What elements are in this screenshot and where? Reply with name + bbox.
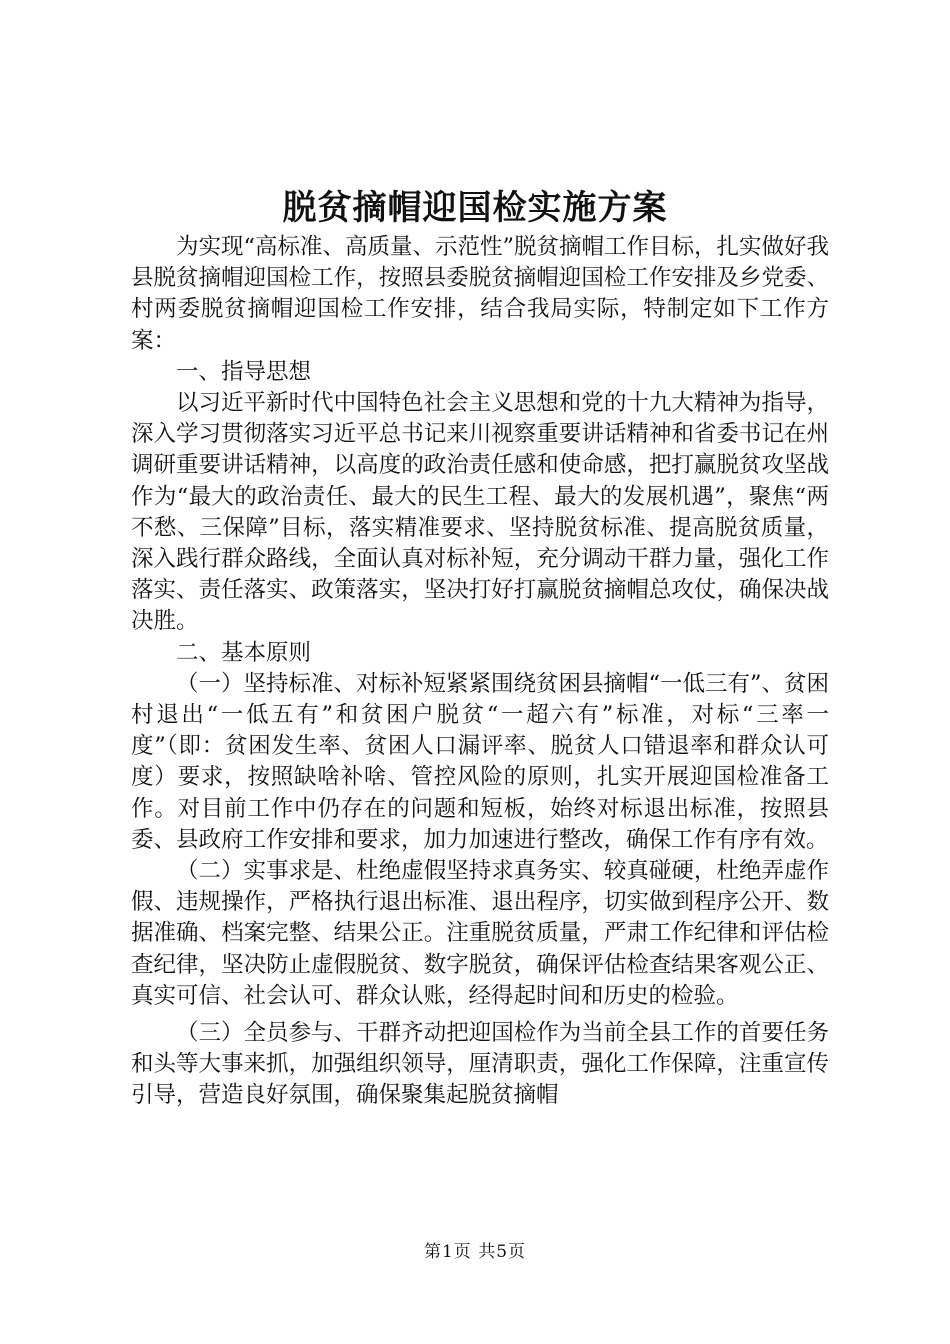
principle-two-paragraph: （二）实事求是、杜绝虚假坚持求真务实、较真碰硬，杜绝弄虚作假、违规操作，严格执行退出标准、退出程序，切实做到程序公开、数据准确、档案完整、结果公正。注重脱贫质量，严肃工作纪律和评估检查纪律，坚决防止虚假脱贫、数字脱贫，确保评估检查结果客观公正、真实可信、社会认可、群众认账，经得起时间和历史的检验。: [131, 858, 829, 1009]
document-title: 脱贫摘帽迎国检实施方案: [282, 188, 668, 228]
section-heading-guiding-ideology: 一、指导思想: [176, 358, 312, 385]
intro-paragraph: 为实现“高标准、高质量、示范性”脱贫摘帽工作目标，扎实做好我县脱贫摘帽迎国检工作，按照县委脱贫摘帽迎国检工作安排及乡党委、村两委脱贫摘帽迎国检工作安排，结合我局实际，特制定如下工作方案：: [131, 234, 830, 354]
section-heading-basic-principles: 二、基本原则: [176, 639, 312, 666]
page-number-footer: 第1页 共5页: [423, 1242, 527, 1262]
principle-three-paragraph: （三）全员参与、干群齐动把迎国检作为当前全县工作的首要任务和头等大事来抓，加强组织领导，厘清职责，强化工作保障，注重宣传引导，营造良好氛围，确保聚集起脱贫摘帽: [131, 1020, 829, 1109]
guiding-ideology-paragraph: 以习近平新时代中国特色社会主义思想和党的十九大精神为指导，深入学习贯彻落实习近平总书记来川视察重要讲话精神和省委书记在州调研重要讲话精神，以高度的政治责任感和使命感，把打赢脱贫攻坚战作为“最大的政治责任、最大的民生工程、最大的发展机遇”，聚焦“两不愁、三保障”目标，落实精准要求、坚持脱贫标准、提高脱贫质量，深入践行群众路线，全面认真对标补短，充分调动干群力量，强化工作落实、责任落实、政策落实，坚决打好打赢脱贫摘帽总攻仗，确保决战决胜。: [131, 390, 829, 635]
document-body: [131, 232, 829, 1112]
principle-one-paragraph: （一）坚持标准、对标补短紧紧围绕贫困县摘帽“一低三有”、贫困村退出“一低五有”和贫困户脱贫“一超六有”标准，对标“三率一度”（即：贫困发生率、贫困人口漏评率、脱贫人口错退率和群众认可度）要求，按照缺啥补啥、管控风险的原则，扎实开展迎国检准备工作。对目前工作中仍存在的问题和短板，始终对标退出标准，按照县委、县政府工作安排和要求，加力加速进行整改，确保工作有序有效。: [131, 670, 830, 853]
